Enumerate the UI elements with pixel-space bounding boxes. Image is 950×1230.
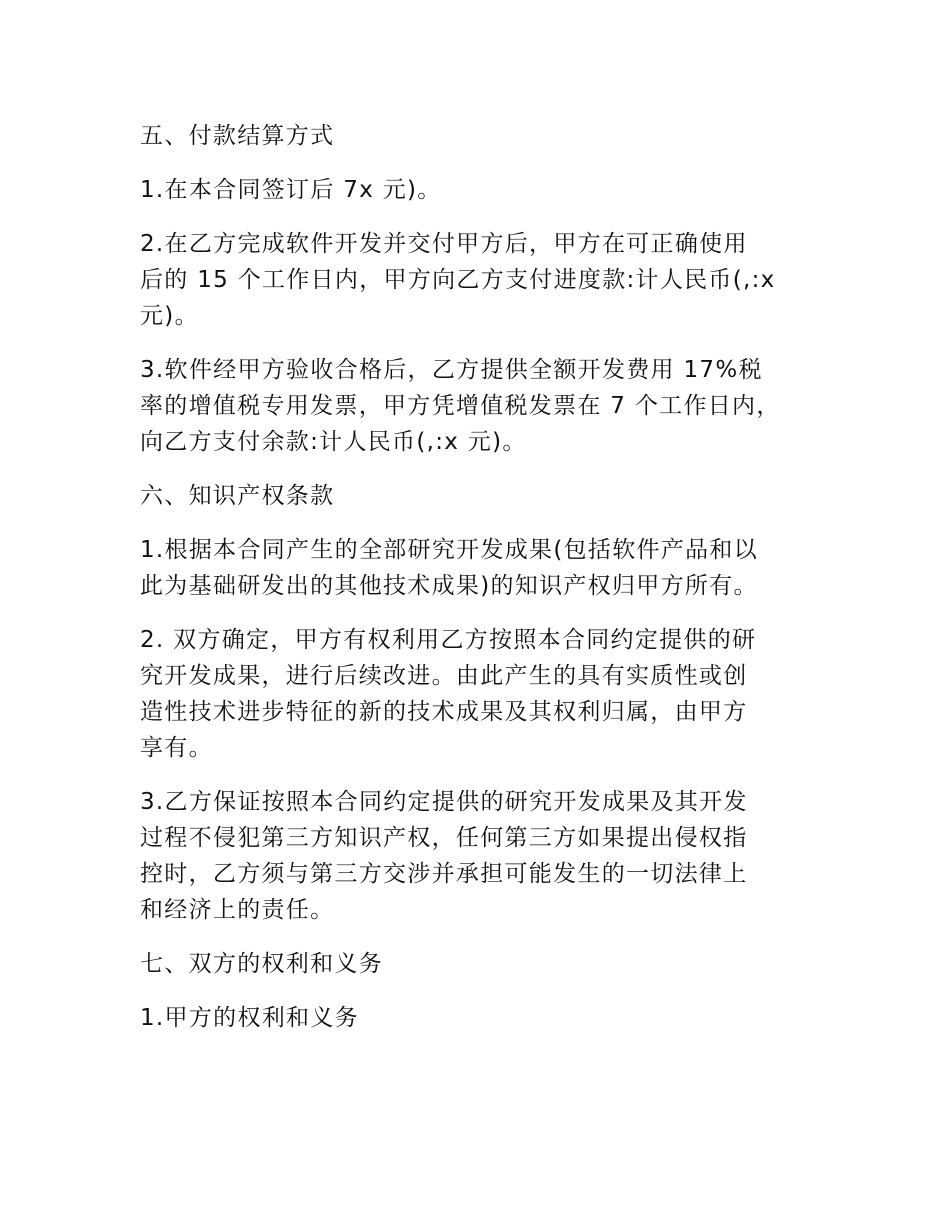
text-line: 2. 双方确定，甲方有权利用乙方按照本合同约定提供的研	[140, 627, 757, 653]
text-line: 1.在本合同签订后 7x 元)。	[140, 177, 442, 203]
text-line: 1.根据本合同产生的全部研究开发成果(包括软件产品和以	[140, 537, 759, 563]
text-line: 向乙方支付余款:计人民币(,:x 元)。	[140, 429, 527, 455]
clause-ip-1	[140, 532, 820, 604]
text-line: 七、双方的权利和义务	[140, 951, 383, 977]
text-line: 五、付款结算方式	[140, 123, 335, 149]
text-line: 1.甲方的权利和义务	[140, 1005, 359, 1031]
clause-payment-3	[140, 352, 820, 460]
text-line: 过程不侵犯第三方知识产权，任何第三方如果提出侵权指	[140, 825, 748, 851]
text-line: 3.软件经甲方验收合格后，乙方提供全额开发费用 17%税	[140, 357, 763, 383]
text-line: 此为基础研发出的其他技术成果)的知识产权归甲方所有。	[140, 573, 758, 599]
text-line: 2.在乙方完成软件开发并交付甲方后，甲方在可正确使用	[140, 231, 748, 257]
section-heading-rights	[140, 946, 820, 982]
text-line: 控时，乙方须与第三方交涉并承担可能发生的一切法律上	[140, 861, 748, 887]
section-heading-payment	[140, 118, 820, 154]
text-line: 率的增值税专用发票，甲方凭增值税发票在 7 个工作日内，	[140, 393, 781, 419]
text-line: 究开发成果，进行后续改进。由此产生的具有实质性或创	[140, 663, 748, 689]
text-line: 造性技术进步特征的新的技术成果及其权利归属，由甲方	[140, 699, 748, 725]
text-line: 元)。	[140, 303, 199, 329]
text-line: 3.乙方保证按照本合同约定提供的研究开发成果及其开发	[140, 789, 748, 815]
clause-payment-1	[140, 172, 820, 208]
clause-ip-2	[140, 622, 820, 766]
clause-payment-2	[140, 226, 820, 334]
text-line: 和经济上的责任。	[140, 897, 335, 923]
section-heading-ip	[140, 478, 820, 514]
clause-rights-1	[140, 1000, 820, 1036]
clause-ip-3	[140, 784, 820, 928]
text-line: 享有。	[140, 735, 213, 761]
text-line: 后的 15 个工作日内，甲方向乙方支付进度款:计人民币(,:x	[140, 267, 776, 293]
text-line: 六、知识产权条款	[140, 483, 335, 509]
document-page	[140, 118, 820, 1054]
